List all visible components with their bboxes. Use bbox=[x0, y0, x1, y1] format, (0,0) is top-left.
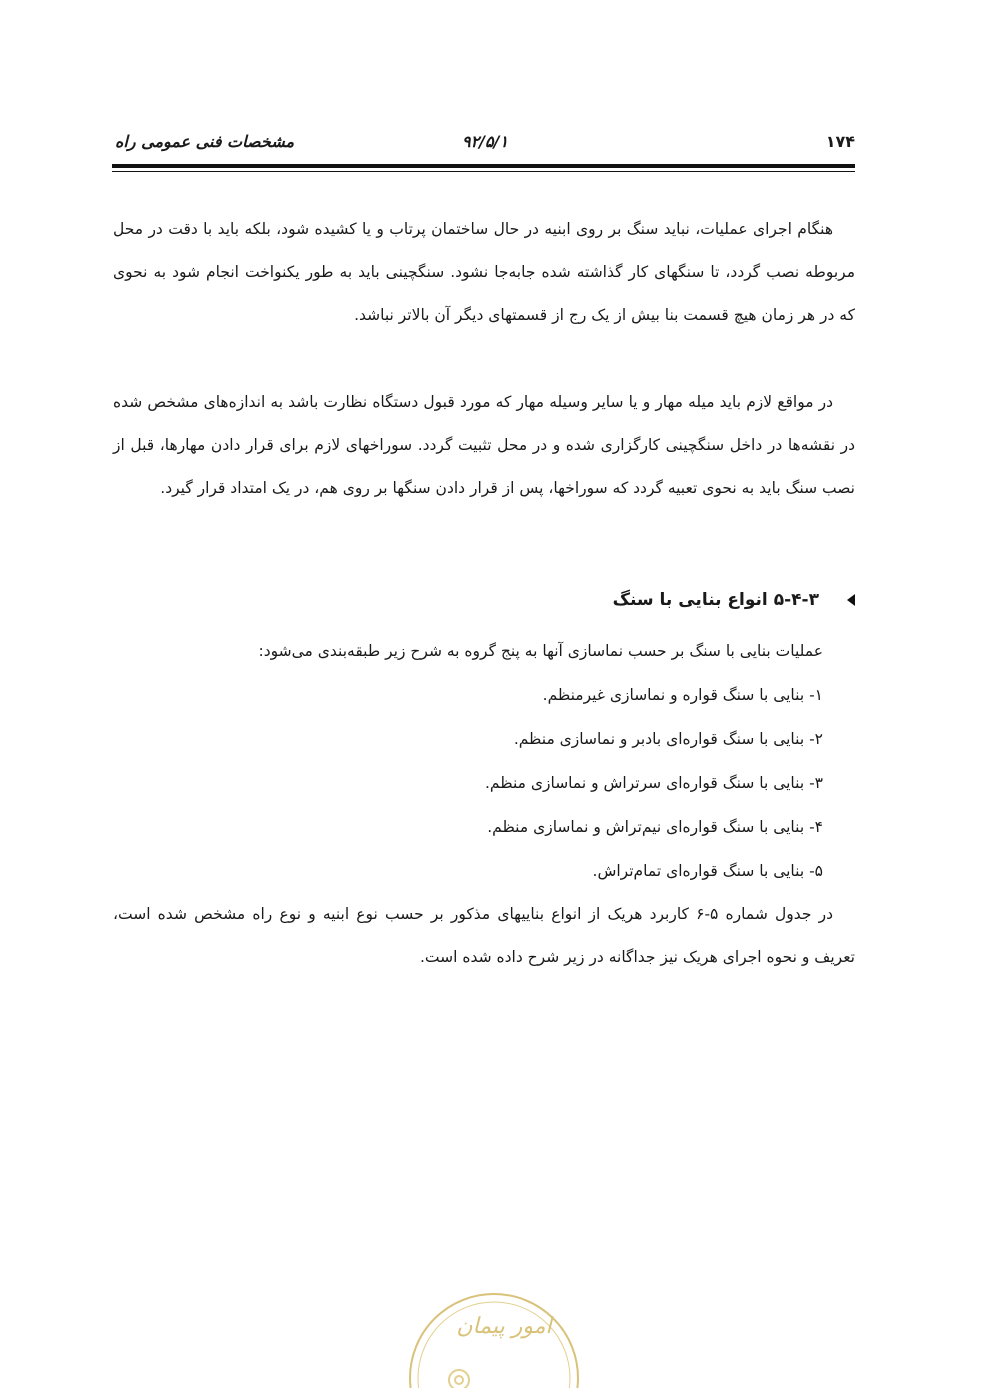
paragraph-text: در جدول شماره ۵-۶ کاربرد هریک از انواع بناییهای مذکور بر حسب نوع ابنیه و نوع راه مشخص شده است، تعریف و نحوه اجرای هریک نیز جداگانه در زیر شرح داده شده است. bbox=[113, 905, 855, 966]
list-item: ۴- بنایی با سنگ قواره‌ای نیم‌تراش و نماسازی منظم. bbox=[487, 818, 823, 836]
section-heading bbox=[613, 580, 855, 620]
list-item: ۲- بنایی با سنگ قواره‌ای بادبر و نماسازی منظم. bbox=[513, 730, 823, 748]
triangle-bullet-icon bbox=[847, 594, 855, 606]
paragraph-2 bbox=[113, 381, 855, 510]
paragraph-text: در مواقع لازم باید میله مهار و یا سایر وسیله مهار که مورد قبول دستگاه نظارت باشد به اندازه‌های مشخص شده در نقشه‌ها در داخل سنگچینی کارگزاری شده و در محل تثبیت گردد. سوراخهای لازم برای قرار دادن مهارها، قبل از نصب سنگ باید به نحوی تعبیه گردد که سوراخها، پس از قرار دادن سنگها بر روی هم، در یک امتداد قرار گیرد. bbox=[113, 393, 855, 497]
paragraph-3 bbox=[113, 630, 855, 673]
header-rule-thick bbox=[112, 164, 855, 168]
paragraph-text: هنگام اجرای عملیات، نباید سنگ بر روی ابنیه در حال ساختمان پرتاب و یا کشیده شود، بلکه باید با دقت در محل مربوطه نصب گردد، تا سنگهای کار گذاشته شده جابه‌جا نشود. سنگچینی باید به طور یکنواخت انجام شود به نحوی که در هر زمان هیچ قسمت بنا بیش از یک رج از قسمتهای دیگر آن بالاتر نباشد. bbox=[113, 220, 855, 324]
header-title: مشخصات فنی عمومی راه bbox=[115, 132, 295, 151]
list-item: ۵- بنایی با سنگ قواره‌ای تمام‌تراش. bbox=[592, 862, 823, 880]
paragraph-1 bbox=[113, 208, 855, 337]
list-item: ۱- بنایی با سنگ قواره و نماسازی غیرمنظم. bbox=[542, 686, 823, 704]
list-item: ۳- بنایی با سنگ قواره‌ای سرتراش و نماسازی منظم. bbox=[484, 774, 823, 792]
header-date: ۹۲/۵/۱ bbox=[461, 132, 509, 151]
header-rule-thin bbox=[112, 171, 855, 172]
paragraph-text: عملیات بنایی با سنگ بر حسب نماسازی آنها به پنج گروه به شرح زیر طبقه‌بندی می‌شود: bbox=[258, 642, 823, 660]
masonry-types-list bbox=[485, 673, 823, 893]
section-number: ۵-۴-۳ bbox=[773, 590, 819, 610]
seal-icon bbox=[404, 1288, 584, 1388]
page-number: ۱۷۴ bbox=[825, 132, 855, 151]
section-title: انواع بنایی با سنگ bbox=[612, 590, 768, 610]
seal-label: امور پیمان bbox=[456, 1314, 552, 1339]
seal-watermark bbox=[404, 1288, 584, 1388]
page-header bbox=[115, 128, 855, 156]
paragraph-4 bbox=[113, 893, 855, 979]
